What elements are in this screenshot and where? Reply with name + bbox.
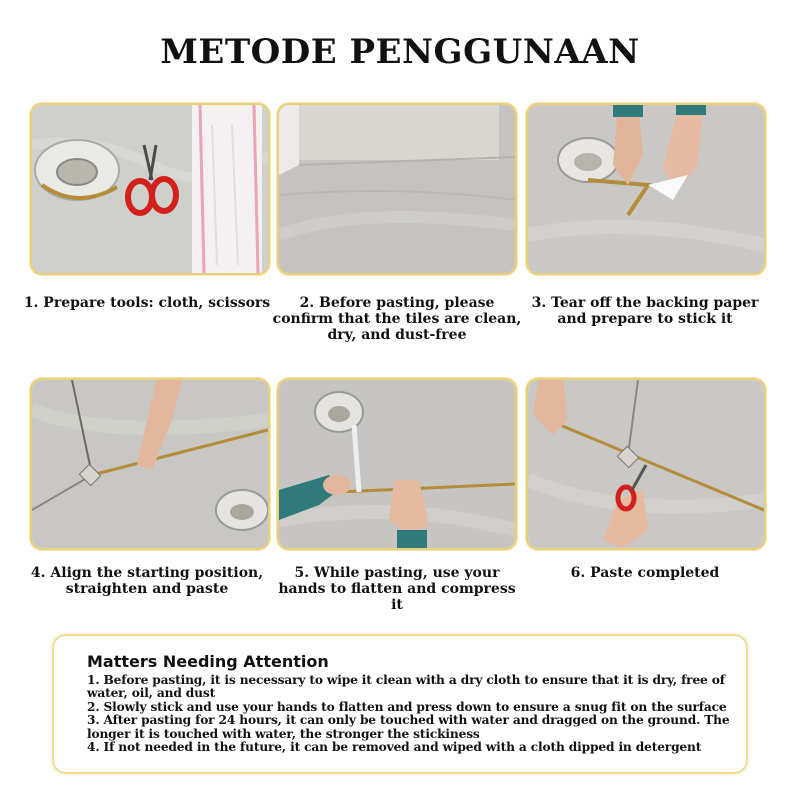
step-1-photo <box>32 105 268 273</box>
step-4-caption: 4. Align the starting position, straighten and paste <box>30 565 264 597</box>
step-2-caption: 2. Before pasting, please confirm that the tiles are clean, dry, and dust-free <box>272 295 522 343</box>
attention-item-4: 4. If not needed in the future, it can be removed and wiped with a cloth dipped in detergent <box>87 740 702 755</box>
step-6-photo <box>528 380 764 548</box>
cloth-icon <box>192 105 262 273</box>
flatten-tape-illustration <box>279 380 515 548</box>
tape-roll-icon <box>35 140 119 200</box>
attention-title: Matters Needing Attention <box>87 652 329 671</box>
step-5-photo <box>279 380 515 548</box>
tools-illustration <box>32 105 268 273</box>
step-1-caption: 1. Prepare tools: cloth, scissors <box>23 295 271 311</box>
step-3-caption: 3. Tear off the backing paper and prepare to stick it <box>531 295 759 327</box>
step-4-photo <box>32 380 268 548</box>
page-title: METODE PENGGUNAAN <box>160 32 640 72</box>
paste-completed-illustration <box>528 380 764 548</box>
step-6-caption: 6. Paste completed <box>570 565 720 581</box>
align-tape-illustration <box>32 380 268 548</box>
attention-item-3: 3. After pasting for 24 hours, it can only be touched with water and dragged on the ground. The longer it is touched with water, the stronger the stickiness <box>87 713 730 741</box>
attention-item-2: 2. Slowly stick and use your hands to flatten and press down to ensure a snug fit on the surface <box>87 699 727 714</box>
attention-box <box>52 634 748 774</box>
attention-list <box>87 674 737 754</box>
step-2-photo <box>279 105 515 273</box>
tear-backing-illustration <box>528 105 764 273</box>
step-5-caption: 5. While pasting, use your hands to flatten and compress it <box>278 565 516 613</box>
attention-item-1: 1. Before pasting, it is necessary to wipe it clean with a dry cloth to ensure that it is dry, free of water, oil, and dust <box>87 673 725 701</box>
tape-roll-icon <box>216 490 268 530</box>
tape-roll-icon <box>558 138 618 182</box>
step-3-photo <box>528 105 764 273</box>
floor-illustration <box>279 105 515 273</box>
